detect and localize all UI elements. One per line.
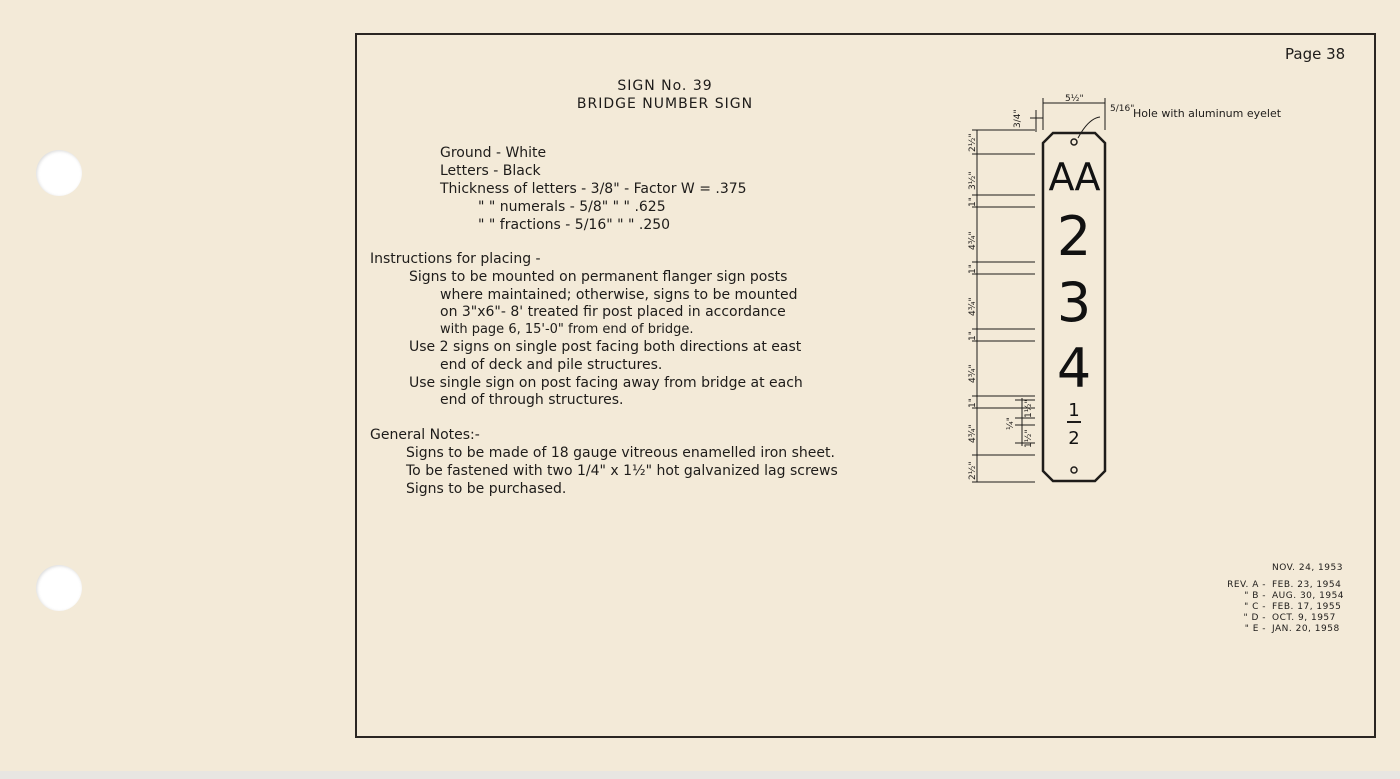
width-dimension: 5½": [1065, 94, 1084, 104]
dim-fraction-gap: ¼": [1006, 417, 1016, 430]
spec-ground: Ground - White: [440, 145, 547, 161]
instructions-line-7: Use single sign on post facing away from bridge at each: [409, 375, 803, 391]
dim-gap-2: 1": [968, 264, 978, 274]
instructions-heading: Instructions for placing -: [370, 251, 541, 267]
original-date: NOV. 24, 1953: [1272, 563, 1343, 573]
revision-c-label: " C -: [1244, 602, 1266, 612]
corner-dimension: 3/4": [1013, 109, 1023, 128]
sign-name-title: BRIDGE NUMBER SIGN: [576, 96, 754, 112]
revision-a-date: FEB. 23, 1954: [1272, 580, 1342, 590]
instructions-line-5: Use 2 signs on single post facing both directions at east: [409, 339, 802, 355]
revision-a-label: REV. A -: [1227, 580, 1266, 590]
spec-numerals: " " numerals - 5/8" " " .625: [478, 199, 666, 215]
sign-letters: AA: [1048, 155, 1100, 199]
instructions-line-8: end of through structures.: [440, 392, 624, 408]
instructions-line-6: end of deck and pile structures.: [440, 357, 663, 373]
dim-gap-3: 1": [968, 331, 978, 341]
revision-b-label: " B -: [1244, 591, 1266, 601]
bottom-strip: [0, 771, 1400, 779]
general-notes-heading: General Notes:-: [370, 427, 480, 443]
instructions-line-1: Signs to be mounted on permanent flanger sign posts: [409, 269, 788, 285]
dim-gap-4: 1": [968, 398, 978, 408]
spec-fractions: " " fractions - 5/16" " " .250: [478, 217, 671, 233]
instructions-line-3: on 3"x6"- 8' treated fir post placed in accordance: [440, 304, 786, 320]
revision-d-label: " D -: [1243, 613, 1266, 623]
dim-top-margin: 2½": [968, 133, 978, 152]
punch-hole-top: [36, 150, 82, 196]
revision-b-date: AUG. 30, 1954: [1272, 591, 1345, 601]
general-notes-line-2: To be fastened with two 1/4" x 1½" hot galvanized lag screws: [406, 463, 838, 479]
general-notes-line-3: Signs to be purchased.: [406, 481, 567, 497]
dim-gap-1: 1": [968, 197, 978, 207]
sign-fraction-denominator: 2: [1068, 428, 1080, 449]
dim-digit-2-height: 4¾": [968, 297, 978, 316]
dim-fraction-height: 4¾": [968, 424, 978, 443]
spec-letters: Letters - Black: [440, 163, 541, 179]
revision-e-date: JAN. 20, 1958: [1272, 624, 1340, 634]
sign-fraction-numerator: 1: [1068, 400, 1080, 421]
instructions-line-4: with page 6, 15'-0" from end of bridge.: [440, 322, 694, 337]
dim-digit-1-height: 4¾": [968, 231, 978, 250]
sign-digit-2: 3: [1056, 271, 1092, 334]
page-number: Page 38: [1285, 45, 1346, 63]
dim-digit-3-height: 4¾": [968, 364, 978, 383]
instructions-line-2: where maintained; otherwise, signs to be mounted: [440, 287, 798, 303]
revision-e-label: " E -: [1244, 624, 1266, 634]
general-notes-line-1: Signs to be made of 18 gauge vitreous enamelled iron sheet.: [406, 445, 835, 461]
sign-digit-1: 2: [1056, 205, 1092, 268]
punch-hole-bottom: [36, 565, 82, 611]
revision-c-date: FEB. 17, 1955: [1272, 602, 1342, 612]
hole-note: Hole with aluminum eyelet: [1133, 107, 1282, 120]
hole-dimension: 5/16": [1110, 104, 1135, 114]
revision-d-date: OCT. 9, 1957: [1272, 613, 1336, 623]
dim-letter-height: 3½": [968, 171, 978, 190]
sign-digit-3: 4: [1056, 337, 1092, 400]
dim-bottom-margin: 2½": [968, 461, 978, 480]
dim-fraction-numerator: 1½": [1024, 399, 1034, 418]
dim-fraction-denominator: 1½": [1024, 429, 1034, 448]
spec-thickness-letters: Thickness of letters - 3/8" - Factor W = .375: [440, 181, 747, 197]
sign-number-title: SIGN No. 39: [617, 78, 713, 94]
